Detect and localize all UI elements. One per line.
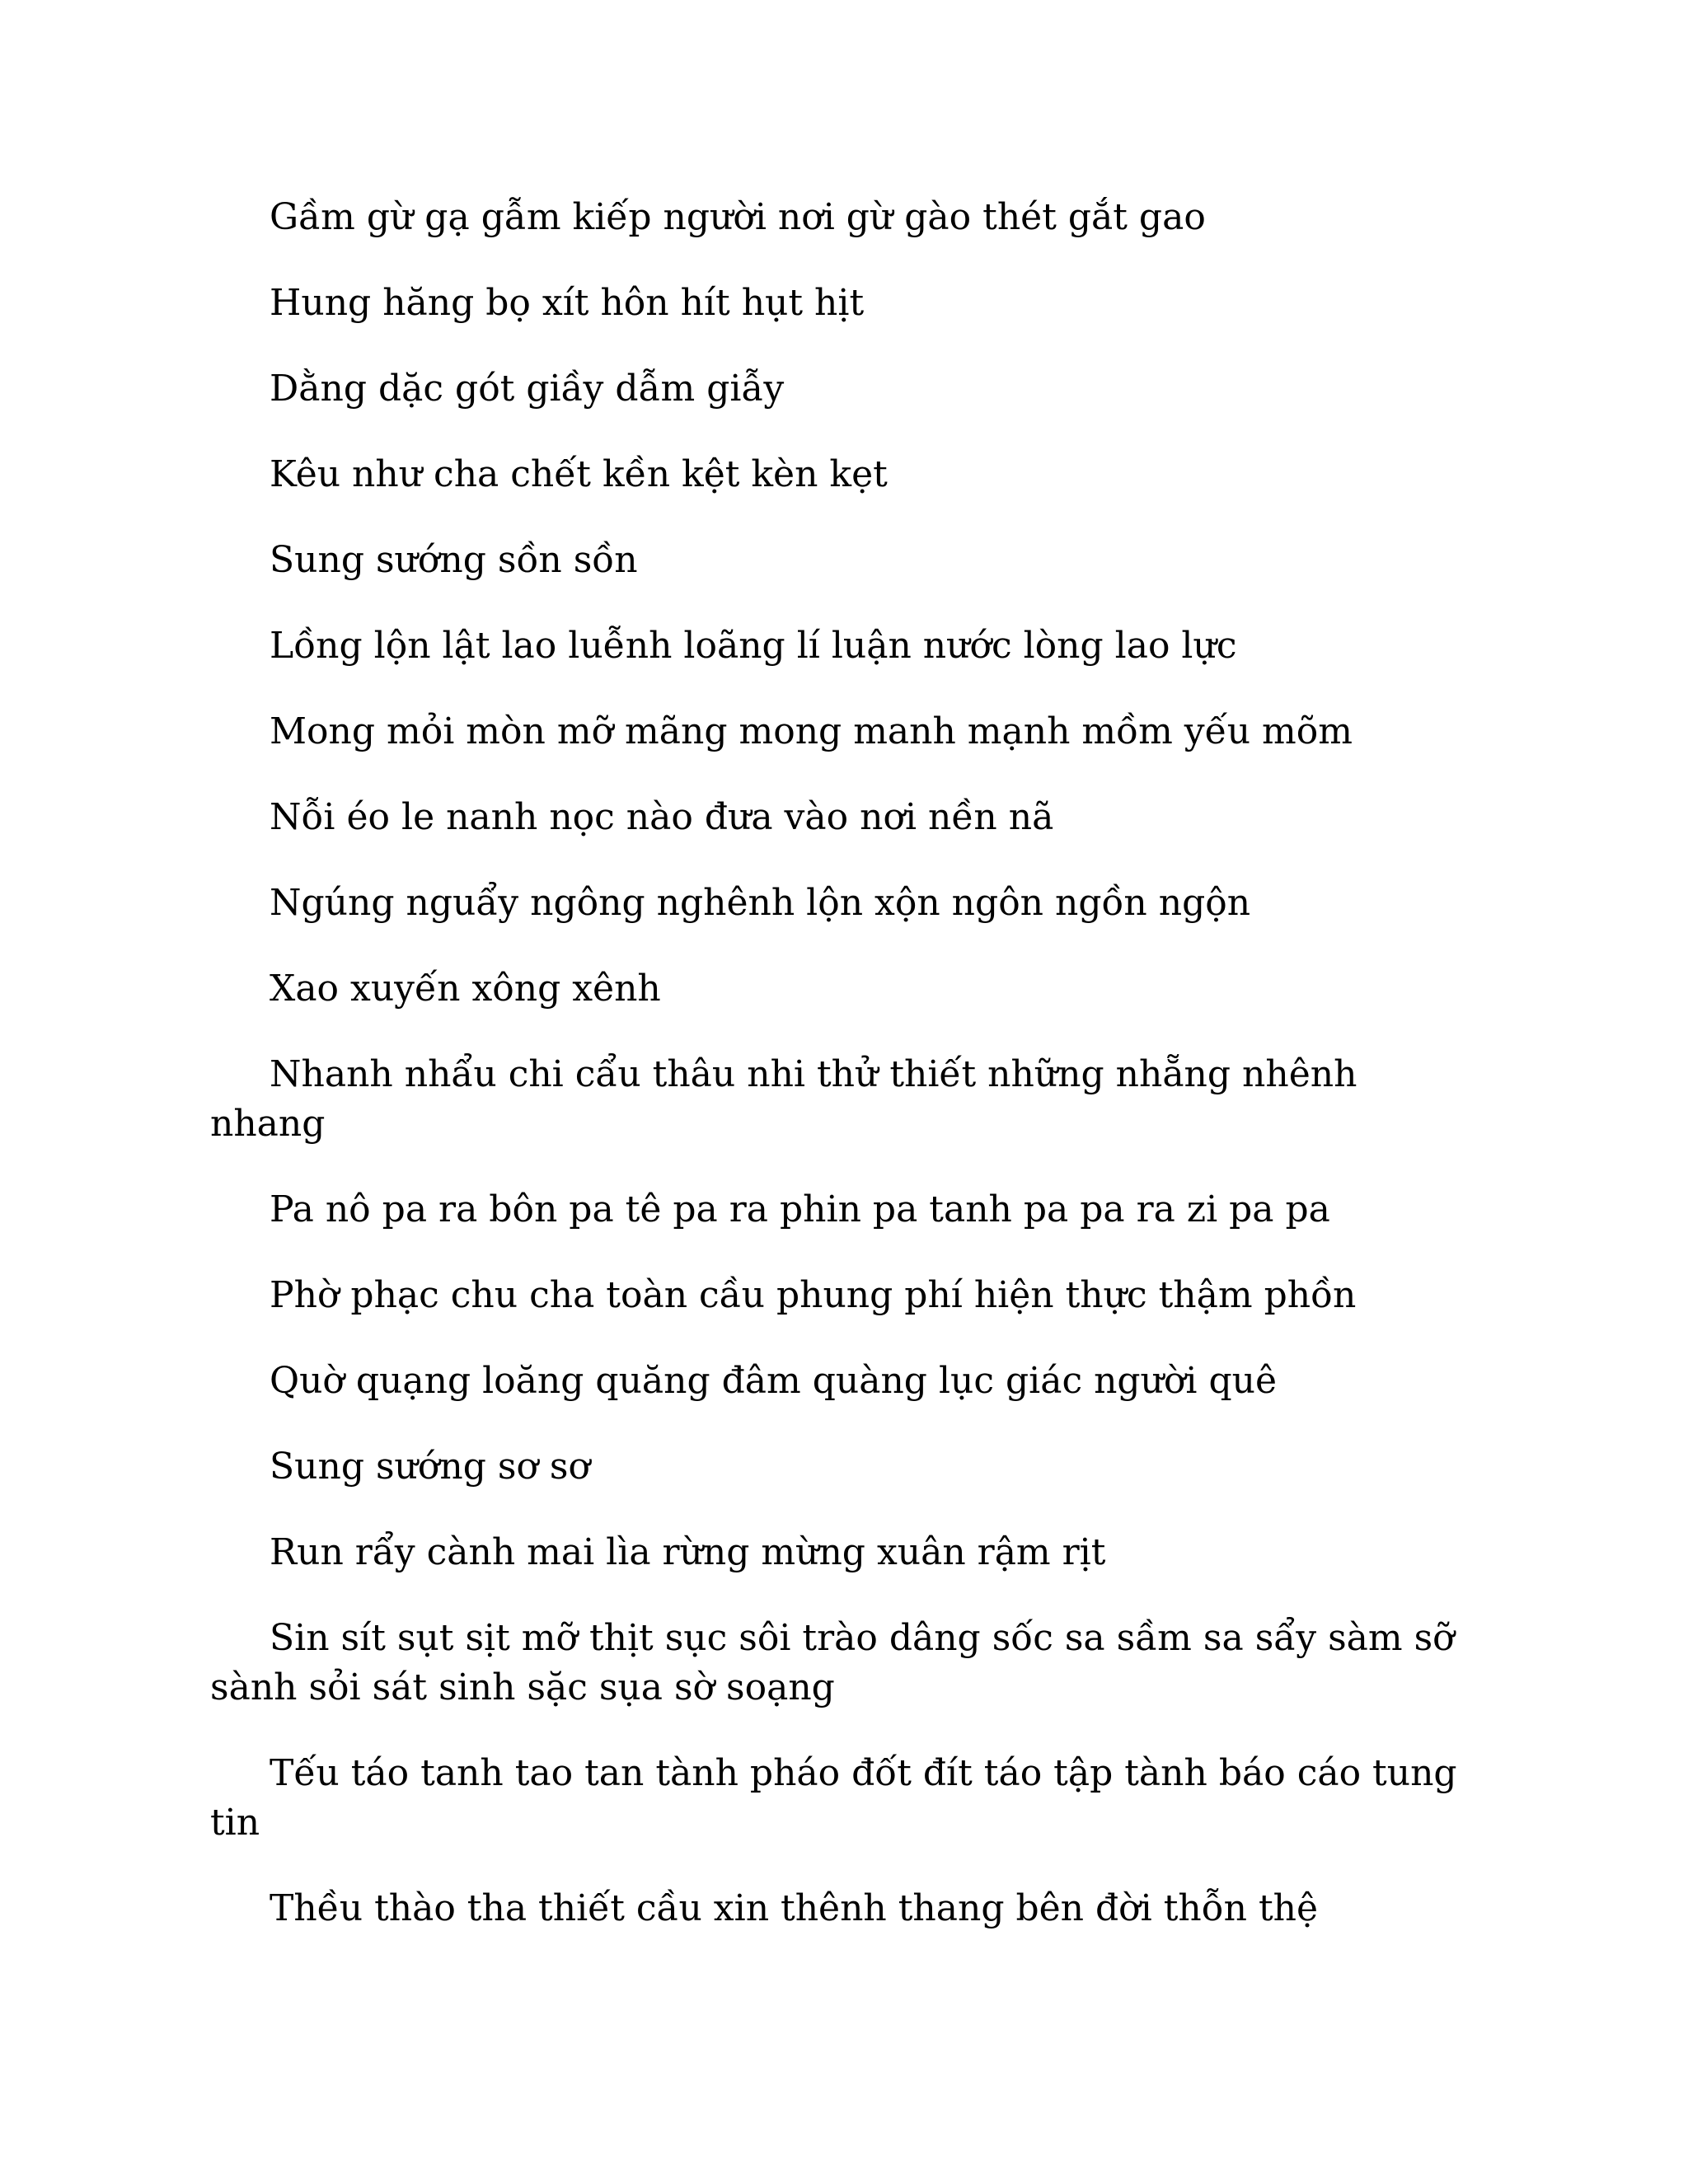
- poem-line-10: Xao xuyến xông xênh: [270, 968, 661, 1010]
- poem-line-17: Sin sít sụt sịt mỡ thịt sục sôi trào dâng sốc sa sầm sa sẩy sàm sỡ sành sỏi sát sinh sặc sụa sờ soạng: [210, 1617, 1455, 1708]
- poem-line-11: Nhanh nhẩu chi cẩu thâu nhi thử thiết những nhẵng nhênh nhang: [210, 1053, 1357, 1145]
- poem-line-2: Hung hăng bọ xít hôn hít hụt hịt: [270, 282, 865, 324]
- poem-line-18: Tếu táo tanh tao tan tành pháo đốt đít táo tập tành báo cáo tung tin: [210, 1752, 1457, 1844]
- poem-line-19: Thều thào tha thiết cầu xin thênh thang bên đời thỗn thệ: [270, 1887, 1319, 1929]
- poem-line-3: Dằng dặc gót giầy dẫm giẫy: [270, 368, 785, 410]
- poem-line-13: Phờ phạc chu cha toàn cầu phung phí hiện thực thậm phồn: [270, 1274, 1357, 1316]
- poem-line-6: Lồng lộn lật lao luễnh loãng lí luận nước lòng lao lực: [270, 625, 1237, 667]
- poem-line-8: Nỗi éo le nanh nọc nào đưa vào nơi nền nã: [270, 796, 1054, 838]
- poem-line-1: Gầm gừ gạ gẫm kiếp người nơi gừ gào thét gắt gao: [270, 196, 1206, 238]
- poem-line-16: Run rẩy cành mai lìa rừng mừng xuân rậm rịt: [270, 1531, 1106, 1573]
- poem-line-12: Pa nô pa ra bôn pa tê pa ra phin pa tanh pa pa ra zi pa pa: [270, 1188, 1330, 1230]
- poem-line-9: Ngúng nguẩy ngông nghênh lộn xộn ngôn ngồn ngộn: [270, 882, 1251, 924]
- poem-line-7: Mong mỏi mòn mỡ mãng mong manh mạnh mồm yếu mõm: [270, 710, 1353, 752]
- poem-line-4: Kêu như cha chết kền kệt kèn kẹt: [270, 453, 888, 495]
- poem-line-5: Sung sướng sồn sồn: [270, 539, 638, 581]
- poem-body: [210, 193, 1479, 1970]
- poem-line-15: Sung sướng sơ sơ: [270, 1446, 590, 1488]
- poem-line-14: Quờ quạng loăng quăng đâm quàng lục giác người quê: [270, 1360, 1278, 1402]
